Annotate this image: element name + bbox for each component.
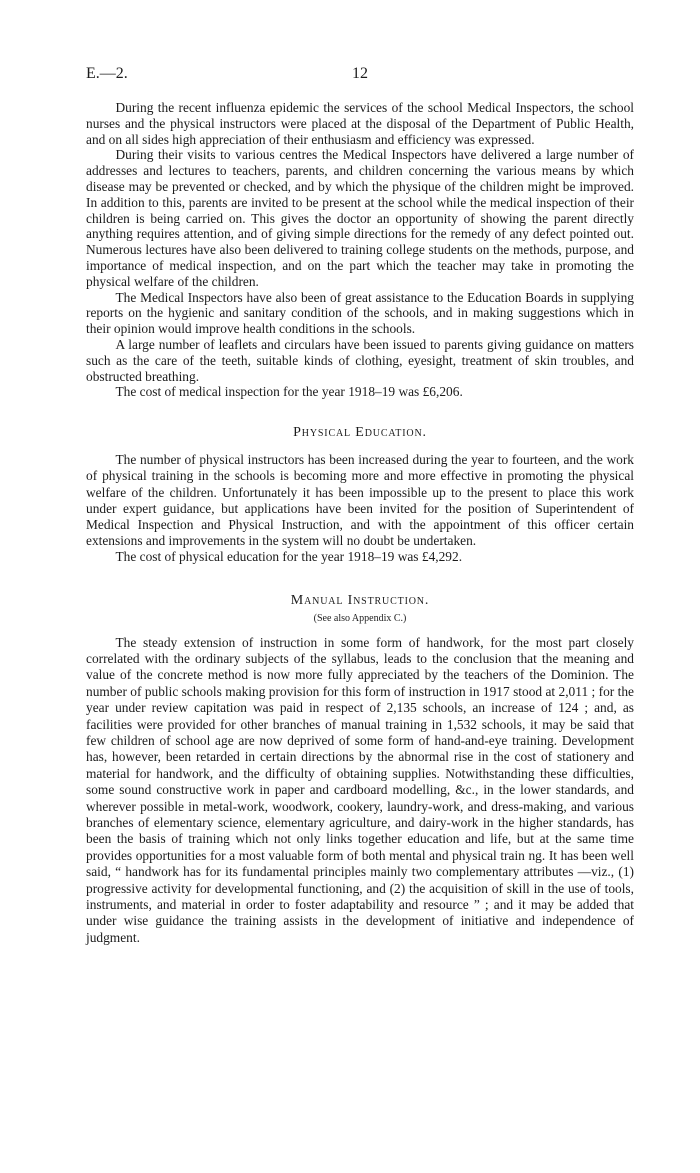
section-subheading: (See also Appendix C.) bbox=[313, 612, 407, 624]
paragraph: The cost of medical inspection for the year 1918–19 was £6,206. bbox=[115, 384, 463, 400]
section-heading: Physical Education. bbox=[293, 425, 427, 441]
page-number: 12 bbox=[352, 65, 368, 82]
section-manual-instruction bbox=[86, 592, 634, 947]
paragraph: During the recent influenza epidemic the services of the school Medical Inspectors, the school nurses and the physical instructors were placed at the disposal of the Department of Public Health, and on all sides high appreciation of their enthusiasm and efficiency was expressed. bbox=[86, 100, 634, 147]
page-header bbox=[86, 64, 634, 84]
paragraph: The steady extension of instruction in some form of handwork, for the most part closely correlated with the ordinary subjects of the syllabus, leads to the conclusion that the meaning and value of the concrete method is now more fully appreciated by the teachers of the Dominion. The number of public schools making provision for this form of instruction in 1917 stood at 2,011 ; for the year under review capitation was paid in respect of 2,135 schools, an increase of 124 ; and, as facilities were provided for other branches of manual training in 1,532 schools, it may be said that few children of school age are now deprived of some form of hand-and-eye training. Development has, however, been retarded in certain directions by the abnormal rise in the cost of stationery and material for handwork, and the difficulty of obtaining supplies. Notwithstanding these difficulties, some sound constructive work in paper and cardboard modelling, &c., in the lower standards, and wherever possible in metal-work, woodwork, cookery, laundry-work, and dress-making, and various branches of elementary science, elementary agriculture, and dairy-work in the higher standards, has been the basis of training which not only links together education and life, but at the same time provides opportunities for a most valuable form of both mental and physical train ng. It has been well said, “ handwork has for its fundamental principles mainly two complementary attributes —viz., (1) progressive activity for developmental functioning, and (2) the acquisition of skill in the use of tools, instruments, and material in order to foster adaptability and resource ” ; and it may be added that under wise guidance the training assists in the development of initiative and independence of judgment. bbox=[86, 634, 634, 945]
section-heading: Manual Instruction. bbox=[290, 592, 430, 608]
paragraph: The number of physical instructors has been increased during the year to fourteen, and the work of physical training in the schools is becoming more and more effective in promoting the physical welfare of the children. Unfortunately it has been impossible up to the present to place this work under expert guidance, but applications have been invited for the position of Superintendent of Medical Inspection and Physical Instruction, and with the appointment of this officer certain extensions and improvements in the system will no doubt be undertaken. bbox=[86, 452, 634, 549]
paragraph: A large number of leaflets and circulars have been issued to parents giving guidance on matters such as the care of the teeth, suitable kinds of clothing, eyesight, treatment of skin troubles, and obstructed breathing. bbox=[86, 336, 634, 384]
section-physical-education bbox=[86, 424, 634, 565]
paragraph: During their visits to various centres the Medical Inspectors have delivered a large number of addresses and lectures to teachers, parents, and children concerning the various means by which disease may be prevented or checked, and by which the physique of the children might be improved. In addition to this, parents are invited to be present at the school while the medical inspection of their children is being carried on. This gives the doctor an opportunity of showing the parent directly anything requires attention, and of giving simple directions for the remedy of any defect pointed out. Numerous lectures have also been delivered to training college students on the methods, purpose, and importance of medical inspection, and on the part which the teacher may take in promoting the physical welfare of the children. bbox=[86, 147, 634, 289]
paragraph: The cost of physical education for the year 1918–19 was £4,292. bbox=[115, 549, 463, 565]
paragraph: The Medical Inspectors have also been of great assistance to the Education Boards in supplying reports on the hygienic and sanitary condition of the schools, and in making suggestions which in their opinion would improve health conditions in the schools. bbox=[86, 289, 634, 337]
document-body bbox=[86, 100, 634, 946]
section-medical-inspection bbox=[86, 100, 634, 400]
document-reference: E.—2. bbox=[86, 65, 128, 82]
